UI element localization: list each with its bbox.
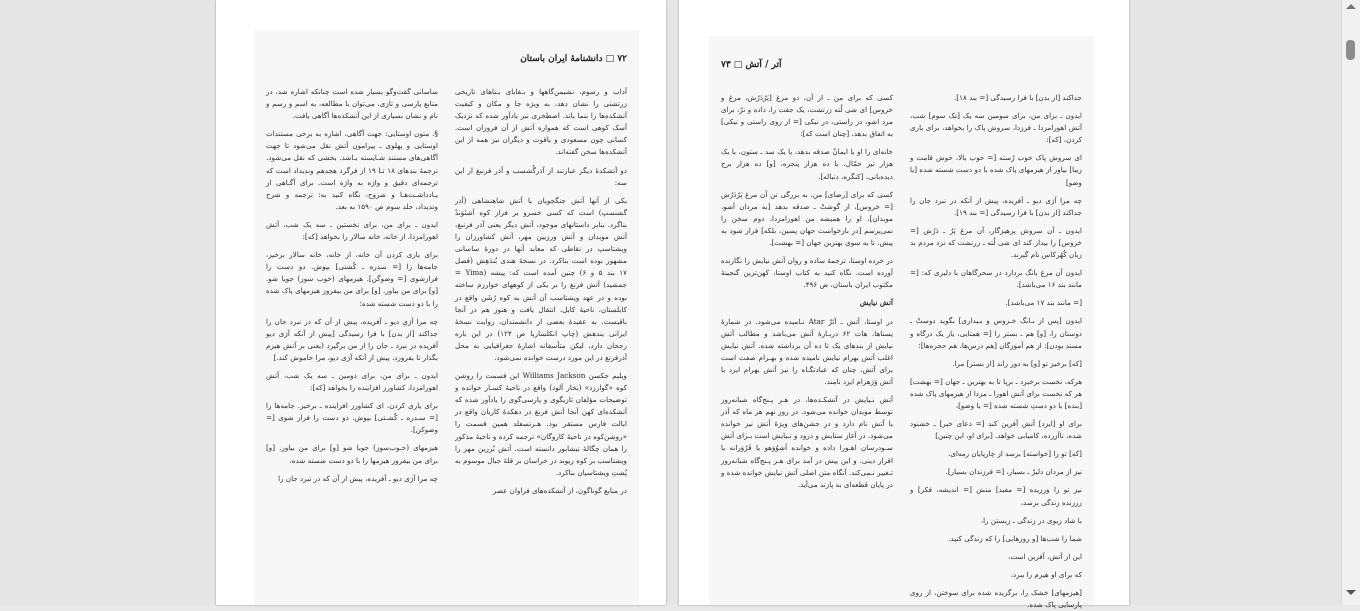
- page-number: ٧٢: [617, 54, 627, 64]
- paragraph: آتش نـیایش در آتشکـده‌ها، در هـر پـنج‌گاه شبانه‌روز توسط موبدان خوانده می‌شود. در روز نهم هر ماه که آذر یا آتش نام دارد و در جشن‌های ویژهٔ آتش نیز خوانده می‌شود. در آغاز ستایش و درود و نـیایش است بـرای آتش سـودرسان اهـورا داده و خوانده اَشوُوَهو یا فَرُوَرانه یا اقرار دینی. و این پیش در آمد برای هـر پـنج‌گاه شبانه‌روز تـغییر نـمی‌کند. آنگاه متن اصلی آتش نیایش خوانده شده و در پایان قطعه‌ای به پازند می‌آید.: [721, 395, 893, 489]
- paragraph: چه مرا آژیِ دیو ـ آفریده، پیش از آن که در نبرد جان را جداکند [از بدن] با فرا رسیدگی [پیش از آنکه آژی دیو آفریده در نبرد ـ جان را از من برگیرد (یعنی بر آتش هیزم بگذار تا بفروزد، پیش از آنکه آژی دیو، مرا خاموش کند.]: [266, 316, 438, 362]
- paragraph: هرکه، نخست برخیزد ـ برپا تا به بهترین ـ جهان [= بهشت] هر که نخست برای آتش اهورا ـ مزدا از هیزمهای پاک شده [بنده] با دو دستِ شسته شده [= با وضو]،: [910, 376, 1082, 410]
- paragraph: ایدون آن مرغ بانگ بردارد در سحرگاهان با دلیری که: [= مانند بند ۱۶ می‌باشد].: [910, 268, 1082, 290]
- paragraph: چه مرا آژی دیو ـ آفریده، پیش از آن که در نبرد جان را: [278, 473, 438, 483]
- section-heading: آتش نیایش: [859, 298, 893, 308]
- paragraph: ای سروش پاک خوب رُسته [= خوب بالا، خوش قامت و زیبا] بیاور از هیزمهای پاک شده با دو دست شسته شده [یا وضو]: [910, 153, 1082, 187]
- paragraph: [که] تو را [خواسته] برسد از چارپایان رمه‌ای،: [948, 449, 1082, 459]
- paragraph: ساسانی گفت‌وگو بسیار شده است چنانکه اشاره شد، در منابع پارسی و تازی، می‌توان با مطالعه، به اسم و رسم و نام و نشان بسیاری از این آتشکده‌ها آگاهی یافت.: [266, 87, 438, 121]
- paragraph: §. متون اوستایی: جهت آگاهی، اشاره به برخی مستندات اوستایی و پهلوی ـ پیرامون آتش نقل می‌شود تا جهت آگاهی‌های مستند شـایسته بـاشد. بخشی که نقل می‌شود، ترجمهٔ بندهای ۱۸ تـا ۱۹ از فرگرد هجدهم وندیداد است که ترجمه‌ای دقیق و واژه به واژه است. برای آگـاهی از یـادداشـت‌هـا و شروح، نگاه کنید به: ترجمه و شرح وندیداد، جلد سوم ص ۱۵۹۰ به بعد.: [266, 129, 438, 211]
- paragraph: ایدون ـ برای من، برای نخستین ـ سه یک شب، آتش اهورامزدا، از خانه، خانه سالار را بخواهد [که]:: [266, 219, 438, 242]
- paragraph: [هیزمهای] خشک را، برگزیده شده برای سوختن، از روی پارسایی پاک شده.: [910, 588, 1082, 610]
- paragraph: شما را شب‌ها [و روزهایی] را که زندگی کنید.: [948, 533, 1082, 543]
- paragraph: [که] برخیز تو [و] به دور راند [از بستر] مرا.: [952, 358, 1082, 368]
- paragraph: چه مرا آژی دیو ـ آفریده، پیش از آنکه در نبرد جان را جداکند [از بدن] با فرا رسیدگی [= بند ۱۹].: [910, 195, 1082, 217]
- page-number: ٧٣: [721, 60, 731, 70]
- paragraph: ایدون [پس از بـانگ خـروس و بـیداری] بگوید دوستْ ـ دوستان را، [و] هم ـ بستر را [= همتایی، یار یک درگاه و مسند بودن]: از هم آموزگان [هم درس‌ها، هم حجره‌ها]؛: [910, 316, 1082, 350]
- scroll-down-arrow-icon[interactable]: [1346, 590, 1356, 595]
- paragraph: کسی که برای من ـ از آن، دو مرغ [پَرُدَرُش، مرغ و خروس] ای شی لُته زرتشت، یک جفت را، داده و نرّ، برای مرد اشو، در راستی، در نیکی [= از روی راستی و نیکی] به اتفاق بدهد، [چنان است که]:: [721, 93, 893, 139]
- paragraph: جداکند [از بدن] با فرا رسیدگی [= بند ۱۸].: [953, 93, 1082, 102]
- page-scan: [709, 36, 1094, 610]
- paragraph: با شاد زیوی در زندگی ـ زیستن را،: [980, 515, 1082, 525]
- page-header: [721, 60, 1082, 70]
- paragraph: در اوستا، آتش ـ آتَرْ Atar نـامیده می‌شود. در شمارهٔ یسناها، هات ۶۲ دربـارهٔ آتش می‌باشد و مطالب آتش نیایش از بندهای یک تا ده آن برداشته شده. آتش نیایش اغلب آتش بهرام نیایش نامیده شده و بهـرام صفت است برای آتش، چنان که عبادتگـاه را نیز آتش بهرام ایزد یا آتش وَرَهرام ایزد نامند.: [721, 316, 894, 386]
- page-72: [216, 0, 666, 605]
- paragraph: خانه‌ای را او با ایمانْ صدقه بدهد، با یک سد ـ ستون، با یک هزار تیر حمّال، با ده هزار پنجره، [و] ده هزار برج دیده‌بانی، [کنگره، دنباله].: [721, 147, 893, 181]
- book-title: دانشنامهٔ ایران باستان: [520, 54, 603, 64]
- paragraph: نیز از مردان دلیرْ ـ بسیار، [= فرزندان بسیار].: [945, 467, 1082, 477]
- paragraph: برای او [ایزد] آتش آفرین کند [= دعای خیر] ـ خشنود شده، ناآزرده، کامیابی خواهد. [برای او، این چنین]: [910, 419, 1082, 441]
- page-title: ٧٢ □ دانشنامهٔ ایران باستان: [520, 54, 627, 64]
- text-column-left: [721, 92, 893, 602]
- page-73: [679, 0, 1129, 610]
- paragraph: برای یاری کردن آن خانه، از خانه، خانه سالار برخیز، جامه‌ها را [= سدره ـ کُشتی] بپوش. دو دست را فرازشوی [= وضوگن]. هیزمهای (خوب سوز) جویا شو. [و] برای من بیاور. [و] برای من بیفروز هیزمهای پاک شده را با دو دست شسته شده؛: [266, 250, 438, 308]
- vertical-scrollbar[interactable]: [1341, 0, 1360, 605]
- paragraph: هیزمهای (خـوب‌سوز) جویا شو [و] برای من بیاور. [و] برای من بیفروز هیزمها را با دو دست شسته شده،: [266, 443, 438, 465]
- text-column-right: [910, 92, 1082, 610]
- scroll-up-arrow-icon[interactable]: [1346, 4, 1356, 9]
- paragraph: ویلیم جکسن Williams Jackson این قسمت را روشن کوه «گوارزد» (بخار آلود) واقع در ناحیهٔ کسـار خوانده و توضیحات مؤلفان تازیگوی و پارسی‌گوی را یادآور شده که آتشکده‌ای کهن آنجا آتش فرنغ در دهکدهٔ کاریان واقع در ایالت فارس مستقر بود. هـرتسفلد همین قسمت را «روشن‌کوه در ناحیهٔ کاروگان» ترجمه کرده و ناحیهٔ مذکور را همان چگالهٔ نیشابور دانسته است. آتش بُرزین مهر را ویشتاسب بر کوه ریوند در خراسان بر قلهٔ جبال موسوم به پُشتِ ویشتاسپان بناکرد.: [455, 371, 628, 477]
- paragraph: این از آتش، آفرین است،: [1008, 551, 1082, 561]
- page-scan: [254, 30, 639, 605]
- paragraph: ایدون ـ برای من، برای سومین سه یک [تک سوم] شب، آتش اهورامزدا ـ فرزدا، سروش پاک را بخواهد، برای یاری کردن، [که]:: [910, 111, 1082, 145]
- paragraph: که برای او هیزم را ببرد،: [1010, 569, 1082, 579]
- paragraph: کسی که برای [رضای] من، به بزرگی تن آن مرغ پَرُدَرُش [= خروس]، از گوشتْ ـ صدقه بدهد [به مردان اَشو، موبدان]، او را همیشه من اهورامزدا، دوم سخن را نمی‌پرسم [در بازخواست جهان پسین، بلکه] فراز شود به پیش، تا به سوی بهترین جهان [= بهشت].: [721, 189, 893, 248]
- section-title: آتر / آتش: [745, 60, 782, 70]
- text-column-right: [455, 86, 627, 596]
- paragraph: ایدون ـ آن سروش پرهیزگار، آن مرغ پَرُ ـ دَرُش [= خروس] را بیدار کند ای شی لُته ـ زرتشت که نزد مردم بد زبان کُهُرکاس نام گیرند.: [910, 225, 1082, 260]
- paragraph: در خرده اوستا، ترجمهٔ ساده و روان آتش نیایش را نگارنده آورده است. نگاه کنید به کتاب اوستا، کهن‌ترین گنجینهٔ مکتوب ایران باستان، ص ۴۹۶.: [721, 256, 893, 290]
- page-title: آتر / آتش □ ٧٣: [721, 60, 782, 70]
- paragraph: یکی از آنها آتش جنگجویان یا آتش شاهنشاهی (آذر گشنسپ) است که کسی خسرو بر فراز کوه اَشنَوَندْ بناگرد. بنابر داستانهای موجود، آتش دیگر یعنی آذر فرنبغ، آتش موبدان و آتش ورزیین مهر، آتش کشاورزان را ویشتاسپ در نقاطی که معابد آنها در دورهٔ ساسانی مشهور بوده است بناکرد. در نسخهٔ هندی بُندَهِش (فصل ۱۷ بند ۵ و ۶) چنین آمده است که: پیشه (Yima = جمشید) آتش فرنغ را بر یکی از کوههای خوارزم ساخته بوده و در عهد ویشتاسب آن آتش به کوه رُشَن واقع در کابلستان، ناحیهٔ کابل، انتقال یافت و هنوز هم در آنجا باقیست. به عقیدهٔ بعضی از دانشمندان، روایت نسخهٔ ایرانی بندهش (چاپ انکلساریا ص ۱۲۴) در این باره رجحان دارد، لیکن متأسفانه اشارهٔ جغرافیایی به محل آذرفرنغ در این مورد درست خوانده نمی‌شود.: [455, 195, 628, 362]
- page-header: [266, 54, 627, 64]
- paragraph: ایدون ـ برای من، برای دومین ـ سه یک شب، آتش اهورامزدا، کشاورز افزاینده را بخواهد [که]:: [266, 370, 438, 393]
- paragraph: آداب و رسوم، نشیمن‌گاهها و بـقایای بـناهای تاریخی زرتشتی را نشان دهد، به ویژه جا و مکان و کیفیت آتشکده‌ها را بنما یاند. اصطخری نیز یادآور شده که نزدیک آسک کوهی است که همواره آتش از آن فروزان است. کسانی چون مسعودی و یاقوت و دیگران نیز همه از این آتشکده‌ها سخن گفته‌اند.: [455, 87, 627, 157]
- paragraph: در منابع گوناگون، از آتشکده‌های فراوان عصر: [492, 485, 627, 495]
- text-column-left: [266, 86, 438, 596]
- scrollbar-thumb[interactable]: [1346, 40, 1355, 60]
- paragraph: [= مانند بند ۱۷ می‌باشد].: [1005, 298, 1082, 308]
- paragraph: برای یاری کردن، ای کشاورز افزاینده ـ برخیز. جامه‌ها را [= سـدره ـ کُشـتی] بپوش. دو دست را فراز شوی [= وضوکن].: [266, 401, 438, 435]
- paragraph: دو آتشکدهٔ دیگر عبارتند از آذرگُشسب و آذر فرنبغ از این سه:: [455, 165, 627, 187]
- paragraph: نیز تو را ورزیده [= مفید] منش [= اندیشه، فکر] و زرزنده زندگی برسد،: [910, 485, 1082, 507]
